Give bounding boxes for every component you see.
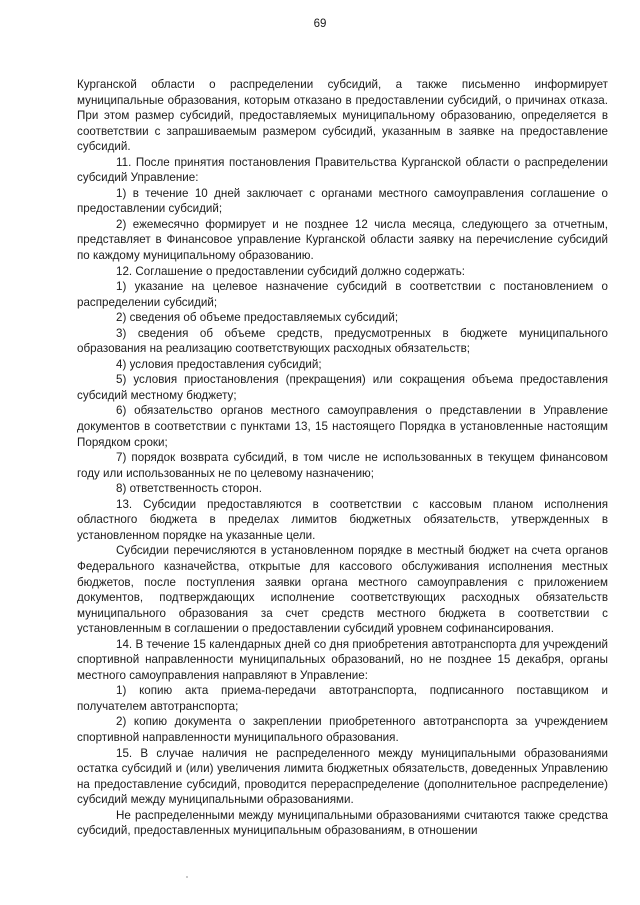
paragraph: 11. После принятия постановления Правительства Курганской области о распределении субсидий Управление: xyxy=(77,155,608,185)
paragraph: Субсидии перечисляются в установленном порядке в местный бюджет на счета органов Федерального казначейства, открытые для кассового обслуживания исполнения местных бюджетов, после поступления заявки органа местного самоуправления с приложением документов, подтверждающих исполнение соответствующих расходных обязательств муниципального образования за счет средств местного бюджета в соответствии с установленным в соглашении о предоставлении субсидий уровнем софинансирования. xyxy=(77,544,608,636)
paragraph: 13. Субсидии предоставляются в соответствии с кассовым планом исполнения областного бюджета в пределах лимитов бюджетных обязательств, утвержденных в установленном порядке на указанные цели. xyxy=(77,497,608,542)
paragraph: 12. Соглашение о предоставлении субсидий должно содержать: xyxy=(116,264,466,278)
paragraph: 2) сведения об объеме предоставляемых субсидий; xyxy=(116,311,399,325)
paragraph: 6) обязательство органов местного самоуправления о представлении в Управление документов в соответствии с пунктами 13, 15 настоящего Порядка в установленные настоящим Порядком сроки; xyxy=(77,404,608,449)
paragraph: 4) условия предоставления субсидий; xyxy=(116,357,322,371)
paragraph: 1) копию акта приема-передачи автотранспорта, подписанного поставщиком и получателем автотранспорта; xyxy=(77,684,608,713)
paragraph: 15. В случае наличия не распределенного между муниципальными образованиями остатка субсидий и (или) увеличения лимита бюджетных обязательств, доведенных Управлению на предоставление субсидий, проводится перераспределение (дополнительное распределение) субсидий между муниципальными образованиями. xyxy=(77,746,608,807)
paragraph: 8) ответственность сторон. xyxy=(116,482,262,496)
scan-speck xyxy=(186,876,188,878)
page-number: 69 xyxy=(313,18,327,30)
paragraph: Курганской области о распределении субсидий, а также письменно информирует муниципальные образования, которым отказано в предоставлении субсидий, о причинах отказа. При этом размер субсидий, предоставляемых муниципальному образованию, определяется в соответствии с запрашиваемым размером субсидий, указанным в заявке на предоставление субсидий. xyxy=(77,78,608,154)
paragraph: 14. В течение 15 календарных дней со дня приобретения автотранспорта для учреждений спортивной направленности муниципальных образований, но не позднее 15 декабря, органы местного самоуправления направляют в Управление: xyxy=(77,637,608,682)
paragraph: 2) копию документа о закреплении приобретенного автотранспорта за учреждением спортивной направленности муниципального образования. xyxy=(77,715,608,744)
paragraph: 2) ежемесячно формирует и не позднее 12 числа месяца, следующего за отчетным, представляет в Финансовое управление Курганской области заявку на перечисление субсидий по каждому муниципальному образованию. xyxy=(77,217,608,263)
paragraph: Не распределенными между муниципальными образованиями считаются также средства субсидий, предоставленных муниципальным образованиям, в отношении xyxy=(77,808,608,838)
paragraph: 5) условия приостановления (прекращения) или сокращения объема предоставления субсидий местному бюджету; xyxy=(77,373,608,402)
document-body xyxy=(77,77,608,839)
paragraph: 1) в течение 10 дней заключает с органами местного самоуправления соглашение о предоставлении субсидий; xyxy=(77,186,608,216)
paragraph: 1) указание на целевое назначение субсидий в соответствии с постановлением о распределении субсидий; xyxy=(77,280,608,309)
paragraph: 7) порядок возврата субсидий, в том числе не использованных в текущем финансовом году или использованных не по целевому назначению; xyxy=(77,451,608,480)
paragraph: 3) сведения об объеме средств, предусмотренных в бюджете муниципального образования на реализацию соответствующих расходных обязательств; xyxy=(77,326,608,356)
